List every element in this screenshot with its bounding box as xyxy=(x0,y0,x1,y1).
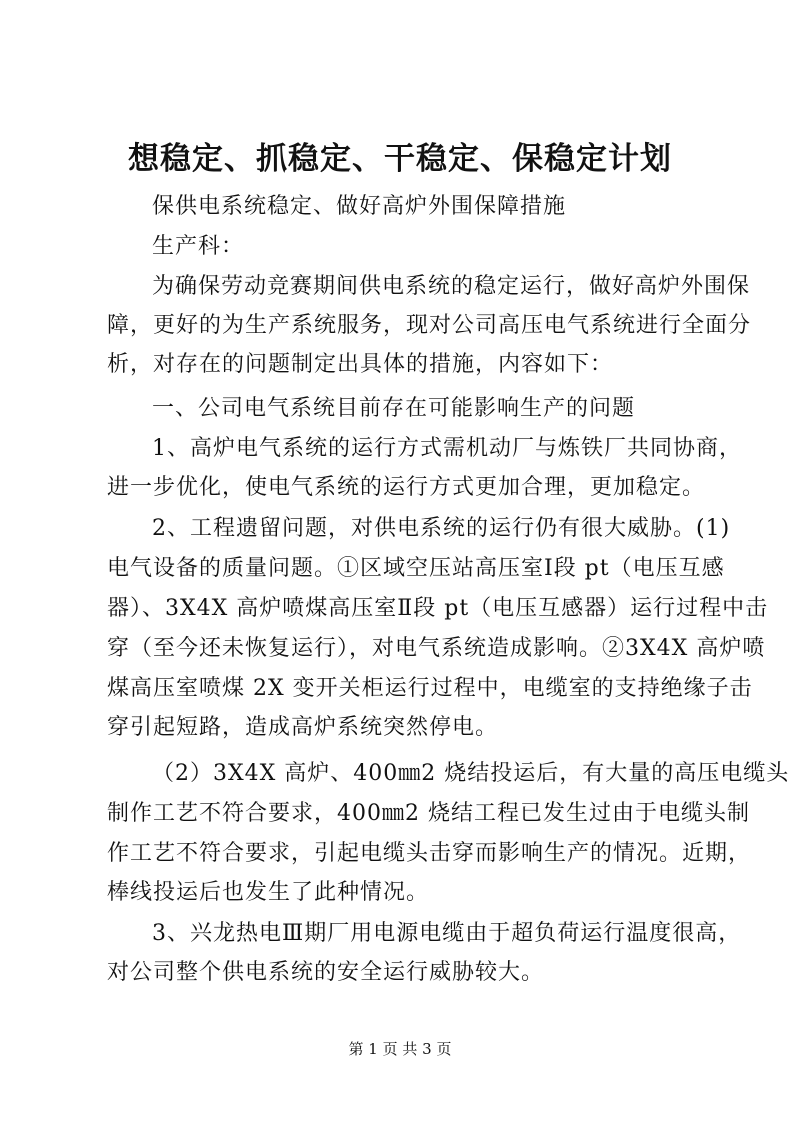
body-line: 穿（至今还未恢复运行），对电气系统造成影响。②3X4X 高炉喷 xyxy=(107,636,766,661)
document-subtitle: 保供电系统稳定、做好高炉外围保障措施 xyxy=(152,194,567,219)
section-heading: 一、公司电气系统目前存在可能影响生产的问题 xyxy=(152,396,636,421)
body-line: （2）3X4X 高炉、400㎜2 烧结投运后，有大量的高压电缆头 xyxy=(152,761,790,786)
body-line: 1、高炉电气系统的运行方式需机动厂与炼铁厂共同协商， xyxy=(152,436,742,461)
department-line: 生产科： xyxy=(152,234,245,259)
body-line: 棒线投运后也发生了此种情况。 xyxy=(107,880,430,905)
body-line: 穿引起短路，造成高炉系统突然停电。 xyxy=(107,715,499,740)
body-line: 作工艺不符合要求，引起电缆头击穿而影响生产的情况。近期， xyxy=(107,841,752,866)
body-line: 2、工程遗留问题，对供电系统的运行仍有很大威胁。(1) xyxy=(152,516,731,541)
body-line: 为确保劳动竞赛期间供电系统的稳定运行，做好高炉外围保 xyxy=(152,274,751,299)
body-line: 对公司整个供电系统的安全运行威胁较大。 xyxy=(107,960,545,985)
body-line: 制作工艺不符合要求，400㎜2 烧结工程已发生过由于电缆头制 xyxy=(107,801,750,826)
body-line: 3、兴龙热电Ⅲ期厂用电源电缆由于超负荷运行温度很高， xyxy=(152,921,742,946)
body-line: 析，对存在的问题制定出具体的措施，内容如下： xyxy=(107,352,614,377)
body-line: 电气设备的质量问题。①区域空压站高压室Ⅰ段 pt（电压互感 xyxy=(107,556,725,581)
body-line: 煤高压室喷煤 2X 变开关柜运行过程中，电缆室的支持绝缘子击 xyxy=(107,676,753,701)
body-line: 进一步优化，使电气系统的运行方式更加合理，更加稳定。 xyxy=(107,475,706,500)
body-line: 器）、3X4X 高炉喷煤高压室Ⅱ段 pt（电压互感器）运行过程中击 xyxy=(107,596,769,621)
page-number: 第 1 页 共 3 页 xyxy=(348,1040,452,1058)
document-title: 想稳定、抓稳定、干稳定、保稳定计划 xyxy=(128,141,672,177)
body-line: 障，更好的为生产系统服务，现对公司高压电气系统进行全面分 xyxy=(107,313,752,338)
